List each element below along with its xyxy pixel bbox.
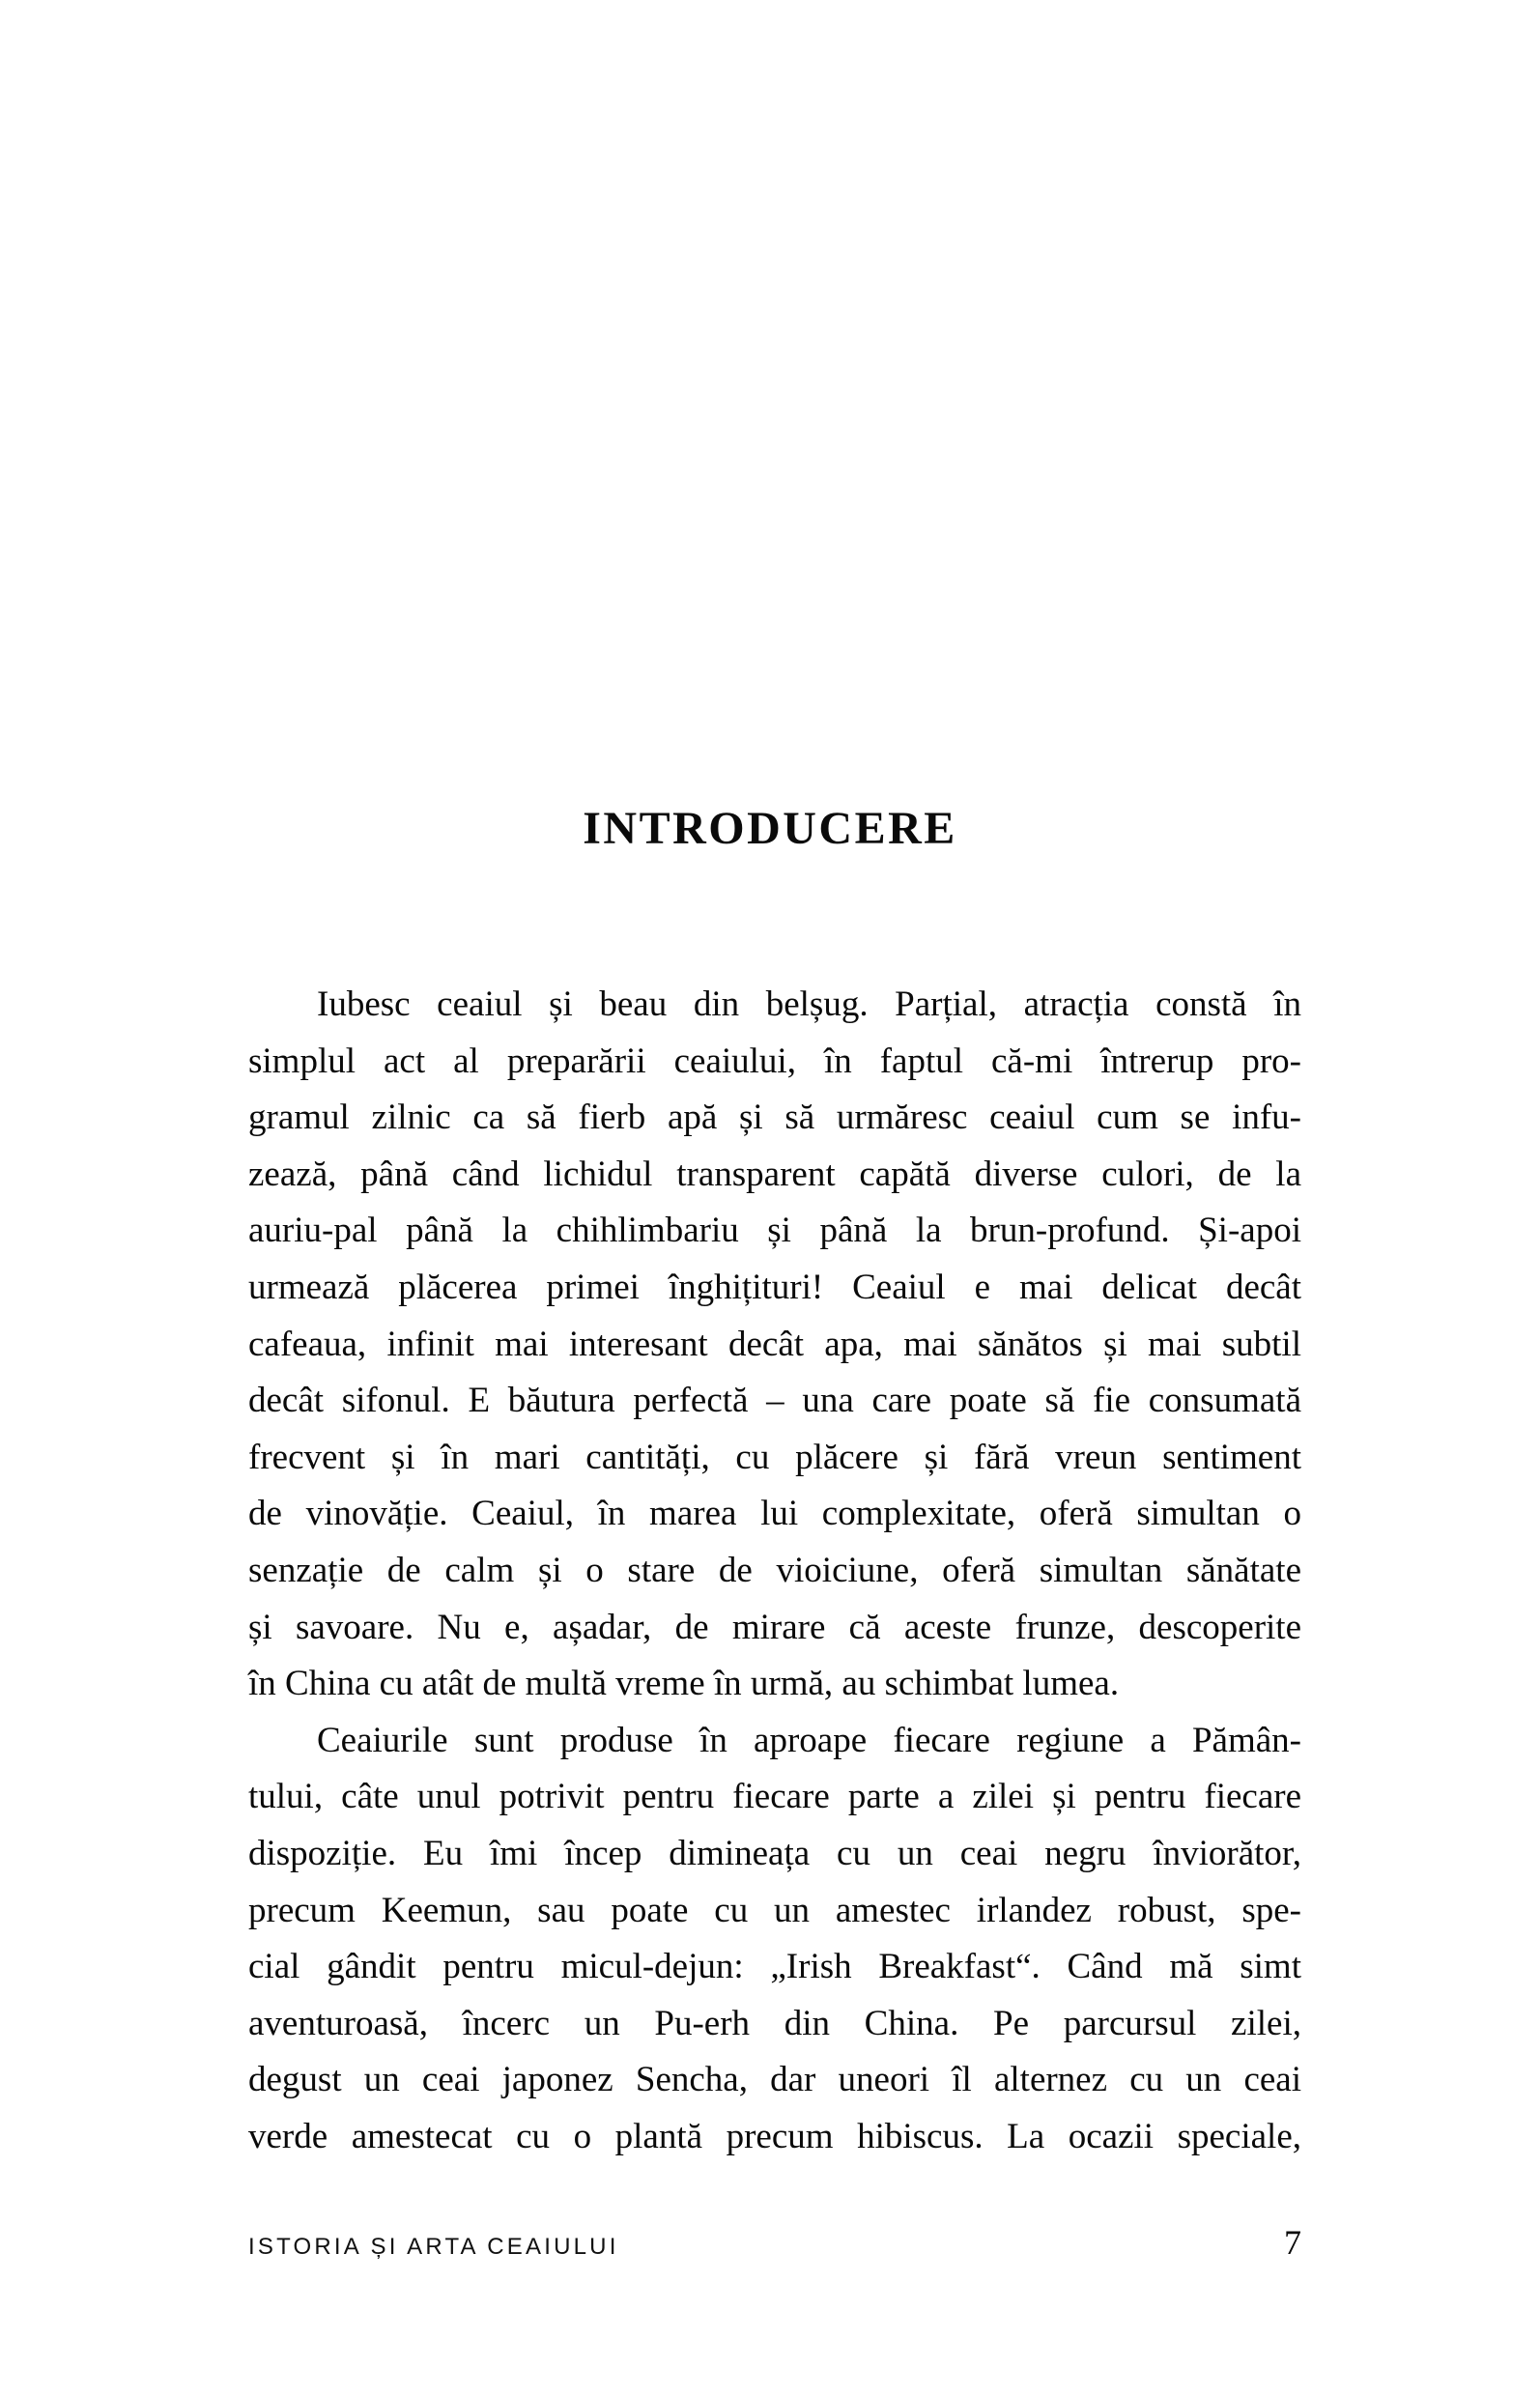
body-text-line: decât sifonul. E băutura perfectă – una care poate să fie consumată xyxy=(248,1381,1301,1421)
body-text-line: și savoare. Nu e, așadar, de mirare că aceste frunze, descoperite xyxy=(248,1607,1301,1647)
body-text-line: cafeaua, infinit mai interesant decât apa, mai sănătos și mai subtil xyxy=(248,1324,1301,1364)
body-text-line: auriu-pal până la chihlimbariu și până la brun-profund. Și-apoi xyxy=(248,1211,1301,1251)
body-text-line: tului, câte unul potrivit pentru fiecare parte a zilei și pentru fiecare xyxy=(248,1777,1301,1817)
body-text-line: simplul act al preparării ceaiului, în faptul că-mi întrerup pro- xyxy=(248,1041,1301,1081)
body-text-line: Iubesc ceaiul și beau din belșug. Parțial, atracția constă în xyxy=(317,984,1301,1024)
body-text-line: de vinovăție. Ceaiul, în marea lui complexitate, oferă simultan o xyxy=(248,1494,1301,1534)
body-text-line: cial gândit pentru micul-dejun: „Irish Breakfast“. Când mă simt xyxy=(248,1947,1301,1987)
body-text-block xyxy=(248,977,1301,2165)
body-text-line: urmează plăcerea primei înghițituri! Ceaiul e mai delicat decât xyxy=(248,1267,1301,1307)
body-text-line: zează, până când lichidul transparent capătă diverse culori, de la xyxy=(248,1154,1301,1194)
body-text-line: gramul zilnic ca să fierb apă și să urmăresc ceaiul cum se infu- xyxy=(248,1098,1301,1138)
body-text-line: în China cu atât de multă vreme în urmă, au schimbat lumea. xyxy=(248,1664,1120,1704)
body-text-line: precum Keemun, sau poate cu un amestec irlandez robust, spe- xyxy=(248,1890,1301,1930)
body-text-line: Ceaiurile sunt produse în aproape fiecare regiune a Pămân- xyxy=(317,1720,1301,1760)
page-number: 7 xyxy=(1284,2223,1301,2262)
body-text-line: senzație de calm și o stare de vioiciune, oferă simultan sănătate xyxy=(248,1550,1301,1590)
chapter-title: INTRODUCERE xyxy=(583,803,957,854)
body-text-line: degust un ceai japonez Sencha, dar uneori îl alternez cu un ceai xyxy=(248,2060,1301,2100)
body-text-line: verde amestecat cu o plantă precum hibiscus. La ocazii speciale, xyxy=(248,2116,1301,2156)
page-footer xyxy=(248,2225,1301,2264)
body-text-line: frecvent și în mari cantități, cu plăcere și fără vreun sentiment xyxy=(248,1437,1301,1477)
body-text-line: aventuroasă, încerc un Pu-erh din China. Pe parcursul zilei, xyxy=(248,2003,1301,2043)
running-title: ISTORIA ȘI ARTA CEAIULUI xyxy=(248,2234,619,2260)
body-text-line: dispoziție. Eu îmi încep dimineața cu un ceai negru înviorător, xyxy=(248,1833,1301,1873)
